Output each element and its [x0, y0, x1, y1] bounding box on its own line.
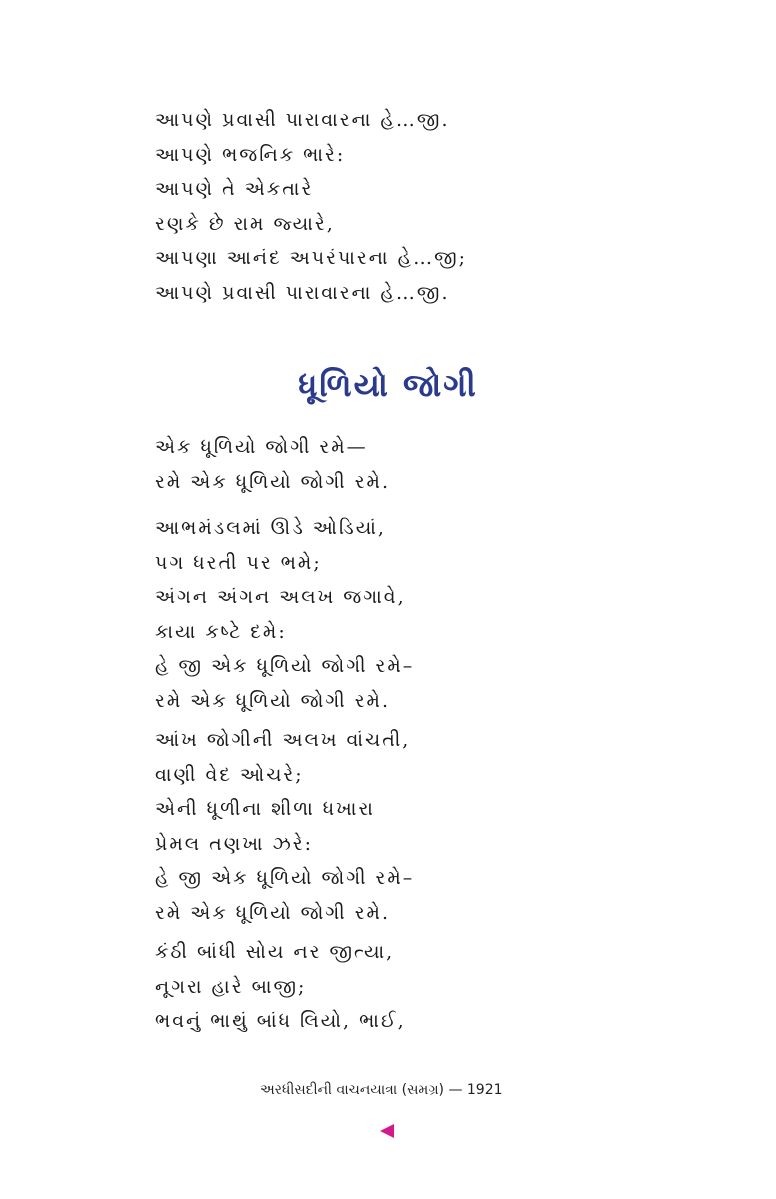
- stanza-4: [155, 935, 406, 1039]
- poem-title: ધૂળિયો જોગી: [298, 366, 478, 404]
- triangle-left-icon[interactable]: [380, 1124, 394, 1138]
- poem-line: એક ધૂળિયો જોગી રમે—: [155, 436, 368, 458]
- page-footer: અરધીસદીની વાચનયાત્રા (સમગ્ર) — 1921: [260, 1082, 503, 1098]
- poem-line: રણકે છે રામ જ્યારે,: [155, 212, 335, 235]
- stanza-1: [155, 430, 390, 499]
- poem-line: નૂગરા હારે બાજી;: [155, 975, 307, 998]
- poem-line: રમે એક ધૂળિયો જોગી રમે.: [155, 901, 390, 924]
- poem-line: પ્રેમલ તણખા ઝરે:: [155, 832, 313, 855]
- poem-line: આપણે પ્રવાસી પારાવારના હે…જી.: [155, 281, 450, 304]
- poem-line: હે જી એક ધૂળિયો જોગી રમે–: [155, 655, 415, 677]
- poem-line: આપણે તે એકતારે: [155, 178, 314, 200]
- poem-line: અંગન અંગન અલખ જગાવે,: [155, 586, 406, 608]
- poem-line: ભવનું ભાથું બાંધ લિયો, ભાઈ,: [155, 1010, 406, 1032]
- poem-line: રમે એક ધૂળિયો જોગી રમે.: [155, 689, 390, 712]
- poem-line: આપણા આનંદ અપરંપારના હે…જી;: [155, 247, 468, 269]
- stanza-top: [155, 103, 467, 310]
- poem-line: કંઠી બાંધી સોય નર જીત્યા,: [155, 941, 395, 963]
- poem-line: રમે એક ધૂળિયો જોગી રમે.: [155, 470, 390, 493]
- poem-line: આપણે ભજનિક ભારે:: [155, 143, 346, 166]
- poem-line: આભમંડલમાં ઊડે ઓડિયાં,: [155, 517, 386, 539]
- poem-line: આંખ જોગીની અલખ વાંચતી,: [155, 729, 411, 751]
- poem-line: કાયા કષ્ટે દમે:: [155, 620, 287, 643]
- stanza-2: [155, 511, 414, 718]
- poem-line: આપણે પ્રવાસી પારાવારના હે…જી.: [155, 109, 450, 131]
- poem-line: પગ ધરતી પર ભમે;: [155, 551, 322, 574]
- poem-line: એની ધૂળીના શીળા ધખારા: [155, 798, 375, 820]
- poem-line: વાણી વેદ ઓચરે;: [155, 763, 304, 786]
- poem-line: હે જી એક ધૂળિયો જોગી રમે–: [155, 867, 415, 889]
- stanza-3: [155, 723, 414, 930]
